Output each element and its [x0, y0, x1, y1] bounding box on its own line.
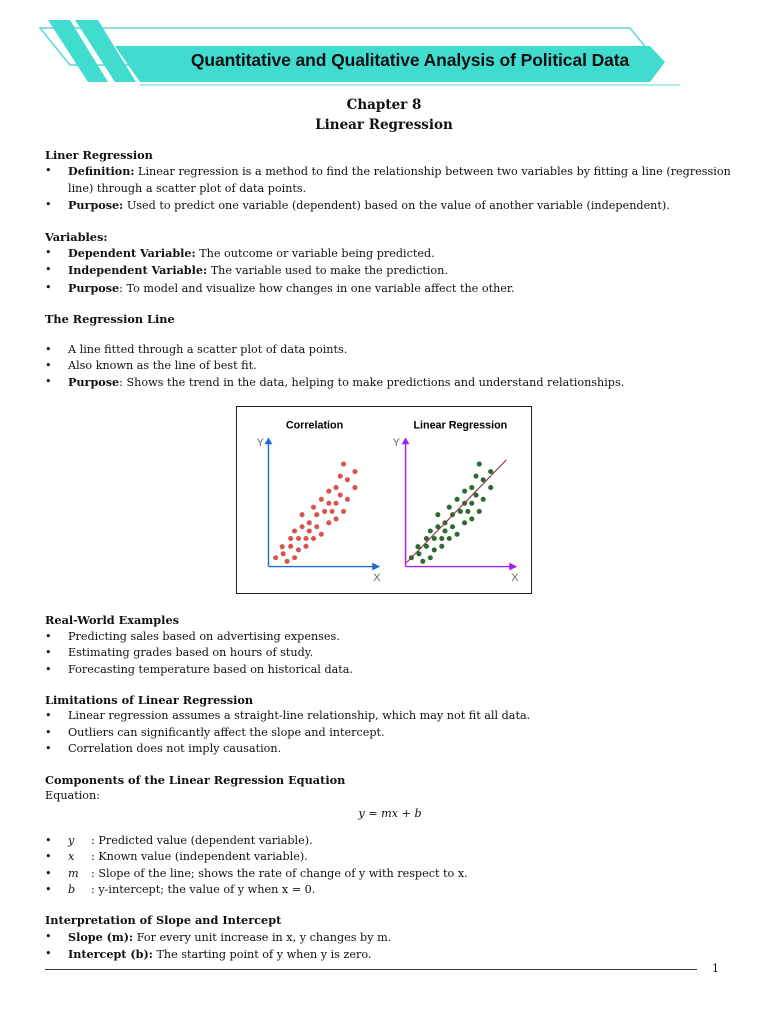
scatter-point [477, 461, 482, 466]
scatter-point [338, 492, 343, 497]
list-item: • A line fitted through a scatter plot of data points. [45, 342, 735, 358]
arrow-right-icon [372, 563, 380, 571]
list-item: • Independent Variable: The variable used to make the prediction. [45, 262, 735, 279]
scatter-point [447, 536, 452, 541]
scatter-point [288, 544, 293, 549]
scatter-point [280, 544, 285, 549]
list-item: • Slope (m): For every unit increase in x, y changes by m. [45, 929, 735, 946]
scatter-point [333, 501, 338, 506]
list-item: • Definition: Linear regression is a method to find the relationship between two variables by fitting a line (regression line) through a scatter plot of data points. [45, 163, 735, 197]
list-item: • Purpose: Used to predict one variable (dependent) based on the value of another variable (independent). [45, 197, 735, 214]
scatter-point [311, 536, 316, 541]
section-heading: Components of the Linear Regression Equation [45, 772, 346, 787]
scatter-point [303, 544, 308, 549]
scatter-point [450, 524, 455, 529]
scatter-point [273, 555, 278, 560]
scatter-point [281, 551, 286, 556]
y-axis-label: Y [256, 437, 264, 450]
scatter-point [292, 528, 297, 533]
banner-title: Quantitative and Qualitative Analysis of Political Data [190, 50, 630, 70]
scatter-point [352, 485, 357, 490]
list-item: • Dependent Variable: The outcome or variable being predicted. [45, 245, 735, 262]
x-axis-label: X [511, 572, 519, 585]
arrow-up-icon [265, 437, 273, 444]
list-item: • Predicting sales based on advertising expenses. [45, 629, 735, 645]
scatter-point [447, 505, 452, 510]
scatter-point [442, 528, 447, 533]
scatter-point [435, 512, 440, 517]
scatter-point [428, 555, 433, 560]
list-item: • b : y-intercept; the value of y when x = 0. [45, 882, 735, 898]
scatter-point [288, 536, 293, 541]
section-heading: Interpretation of Slope and Intercept [45, 913, 282, 928]
scatter-point [341, 509, 346, 514]
arrow-right-icon [509, 563, 517, 571]
list-item: • Also known as the line of best fit. [45, 358, 735, 374]
scatter-point [469, 501, 474, 506]
scatter-point [462, 489, 467, 494]
scatter-point [338, 474, 343, 479]
equation: y = mx + b [358, 807, 422, 821]
y-axis-label: Y [392, 437, 400, 450]
list-item: • Linear regression assumes a straight-line relationship, which may not fit all data. [45, 708, 735, 724]
section-heading: Real-World Examples [45, 613, 179, 628]
scatter-point [477, 509, 482, 514]
scatter-point [314, 524, 319, 529]
scatter-point [481, 497, 486, 502]
scatter-point [326, 501, 331, 506]
section-heading: Liner Regression [45, 148, 153, 162]
list-item: • Estimating grades based on hours of study. [45, 645, 735, 661]
scatter-point [292, 555, 297, 560]
chapter-number: Chapter 8 [346, 97, 422, 113]
section-heading: Limitations of Linear Regression [45, 692, 254, 707]
scatter-point [488, 485, 493, 490]
section-heading: Variables: [45, 229, 108, 244]
scatter-point [314, 512, 319, 517]
scatter-point [330, 509, 335, 514]
figure-title-regression: Linear Regression [413, 419, 508, 432]
list-item: • Purpose: Shows the trend in the data, helping to make predictions and understand relationships. [45, 374, 735, 391]
list-item: • x : Known value (independent variable). [45, 849, 735, 865]
scatter-point [455, 497, 460, 502]
scatter-point [439, 536, 444, 541]
scatter-point [311, 505, 316, 510]
scatter-point [465, 509, 470, 514]
scatter-point [307, 528, 312, 533]
scatter-point [300, 524, 305, 529]
regression-line [407, 460, 507, 563]
chapter-title: Linear Regression [315, 117, 453, 133]
scatter-point [462, 520, 467, 525]
scatter-point [333, 485, 338, 490]
scatter-point [303, 536, 308, 541]
equation-label: Equation: [45, 788, 100, 802]
scatter-point [285, 559, 290, 564]
scatter-point [333, 516, 338, 521]
scatter-point [469, 485, 474, 490]
scatter-point [319, 497, 324, 502]
scatter-point [345, 477, 350, 482]
scatter-point [428, 528, 433, 533]
list-item: • m : Slope of the line; shows the rate of change of y with respect to x. [45, 866, 735, 882]
scatter-point [432, 547, 437, 552]
scatter-point [326, 489, 331, 494]
page-number: 1 [712, 962, 719, 975]
figure-title-correlation: Correlation [285, 419, 344, 432]
list-item: • Purpose: To model and visualize how changes in one variable affect the other. [45, 280, 735, 297]
list-item: • Correlation does not imply causation. [45, 741, 735, 757]
scatter-point [420, 559, 425, 564]
footer-divider [45, 969, 697, 970]
scatter-point [307, 520, 312, 525]
list-item: • y : Predicted value (dependent variable). [45, 833, 735, 849]
scatter-point [296, 536, 301, 541]
scatter-point [352, 469, 357, 474]
list-item: • Forecasting temperature based on historical data. [45, 662, 735, 678]
scatter-point [469, 516, 474, 521]
section-heading: The Regression Line [45, 312, 175, 327]
list-item: • Intercept (b): The starting point of y when y is zero. [45, 946, 735, 963]
scatter-point [322, 509, 327, 514]
scatter-point [455, 532, 460, 537]
scatter-point [326, 520, 331, 525]
scatter-point [296, 547, 301, 552]
list-item: • Outliers can significantly affect the slope and intercept. [45, 725, 735, 741]
scatter-point [341, 461, 346, 466]
scatter-point [345, 497, 350, 502]
scatter-point [473, 474, 478, 479]
correlation-regression-figure [236, 406, 532, 594]
document-body [45, 147, 735, 964]
scatter-point [319, 532, 324, 537]
scatter-point [439, 544, 444, 549]
arrow-up-icon [402, 437, 410, 444]
scatter-point [300, 512, 305, 517]
x-axis-label: X [373, 572, 381, 585]
